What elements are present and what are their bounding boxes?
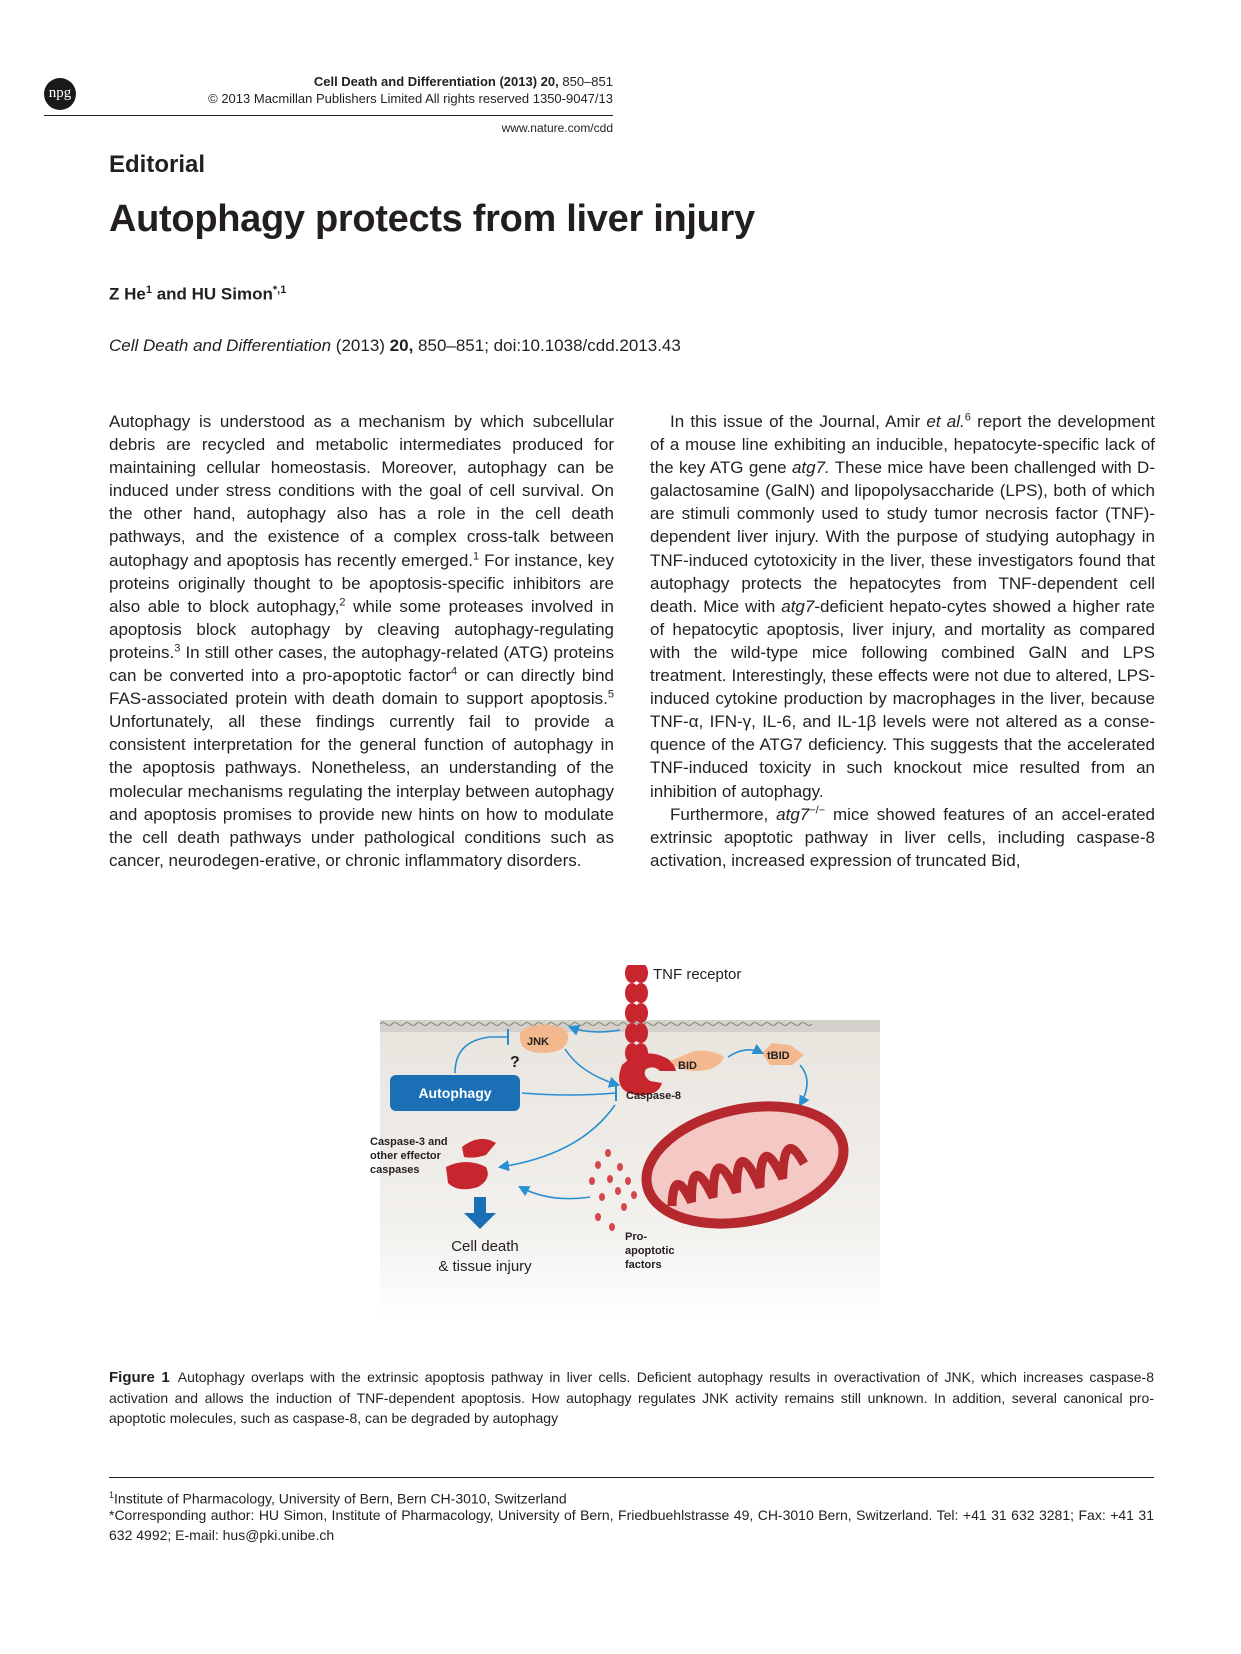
text-run: -deficient hepato-cytes showed a higher rate of hepatocytic apoptosis, liver injury, and mortality as compared with the wild-type mice following combined GalN and LPS treatment. Interestingly, these effects were not due to altered, LPS-induced cytokine production by macrophages in the liver, because TNF-α, IFN-γ, IL-6, and IL-1β levels were not altered as a conse-quence of the ATG7 deficiency. This suggests that the accelerated TNF-induced toxicity in such knockout mice resulted from an inhibition of autophagy.	[650, 596, 1156, 801]
caspase-8-label: Caspase-8	[626, 1090, 682, 1102]
caspase-3-label-line1: Caspase-3 and	[370, 1136, 448, 1148]
author-1-affiliation: 1	[145, 284, 152, 296]
copyright-line: © 2013 Macmillan Publishers Limited All rights reserved 1350-9047/13	[208, 91, 613, 106]
bid-label: BID	[678, 1060, 697, 1072]
text-run: For instance, key proteins originally thought to be apoptosis-specific inhibitors are also able to block autophagy,	[109, 550, 614, 616]
pro-apoptotic-label-line2: apoptotic	[625, 1245, 675, 1257]
npg-logo: npg	[44, 78, 76, 110]
gene-name: atg7	[781, 596, 815, 616]
citation-journal: Cell Death and Differentiation	[109, 336, 332, 355]
reference-4[interactable]: 4	[451, 665, 458, 678]
affiliation-marker: 1	[109, 1490, 115, 1500]
text-run: In this issue of the Journal, Amir	[670, 412, 927, 431]
paragraph	[650, 410, 1155, 803]
genotype-superscript: −/−	[809, 803, 826, 816]
reference-3[interactable]: 3	[174, 642, 181, 655]
author-1: Z He	[109, 284, 146, 304]
tnf-receptor-icon	[625, 965, 648, 1063]
pro-apoptotic-label-line1: Pro-	[625, 1231, 647, 1243]
header-rule	[44, 115, 613, 116]
text-run: report the development of a mouse line exhibiting an inducible, hepatocyte-specific lack of the key ATG gene	[650, 412, 1156, 478]
footnote-rule	[109, 1477, 1154, 1478]
tnf-receptor-label: TNF receptor	[653, 966, 742, 983]
reference-1[interactable]: 1	[473, 549, 480, 562]
author-2: and HU Simon	[151, 284, 273, 304]
gene-name: atg7	[776, 804, 810, 824]
figure-label: Figure 1	[109, 1369, 170, 1386]
paragraph	[650, 803, 1155, 872]
figure-1-diagram	[370, 965, 900, 1340]
text-run: Autophagy is understood as a mechanism by which subcellular debris are recycled and metabolic intermediates produced for maintaining cellular homeostasis. Moreover, autophagy can be induced under stress conditions with the goal of cell survival. On the other hand, autophagy also has a role in the cell death pathways, and the existence of a complex cross-talk between autophagy and apoptosis has recently emerged.	[109, 412, 614, 570]
reference-5[interactable]: 5	[607, 688, 614, 701]
caspase-3-label-line3: caspases	[370, 1164, 420, 1176]
citation-doi: 850–851; doi:10.1038/cdd.2013.43	[413, 336, 681, 355]
affiliation-text: Institute of Pharmacology, University of Bern, Bern CH-3010, Switzerland	[114, 1490, 567, 1507]
text-run: Unfortunately, all these findings currently fail to provide a consistent interpretation for the general function of autophagy in the apoptosis pathways. Nonetheless, an understanding of the molecular mechanisms regulating the interplay between autophagy and apoptosis promises to provide new hints on how to modulate the cell death pathways under pathological conditions such as cancer, neurodegen-erative, or chronic inflammatory disorders.	[109, 712, 614, 870]
text-run: et al.	[926, 412, 965, 431]
corresponding-footnote: *Corresponding author: HU Simon, Institute of Pharmacology, University of Bern, Friedbuehlstrasse 49, CH-3010 Bern, Switzerland. Tel: +41 31 632 3281; Fax: +41 31 632 4992; E-mail: hus@pki.unibe.ch	[109, 1507, 1154, 1543]
caspase-3-label-line2: other effector	[370, 1150, 441, 1162]
citation-volume: 20,	[389, 336, 414, 355]
autophagy-label: Autophagy	[418, 1085, 492, 1101]
tbid-label: tBID	[767, 1050, 790, 1062]
section-label: Editorial	[109, 151, 206, 178]
body-column-left	[109, 410, 614, 872]
journal-url[interactable]: www.nature.com/cdd	[501, 121, 613, 135]
jnk-label: JNK	[527, 1036, 550, 1048]
figure-caption	[109, 1367, 1154, 1428]
gene-name: atg7.	[791, 458, 830, 478]
question-mark: ?	[510, 1054, 520, 1071]
citation-year: (2013)	[331, 336, 390, 355]
cell-death-label-line2: & tissue injury	[438, 1258, 532, 1275]
journal-header	[314, 74, 613, 89]
citation-line	[109, 336, 681, 356]
journal-pages: 850–851	[562, 74, 613, 89]
text-run: These mice have been challenged with D-galactosamine (GalN) and lipopolysaccharide (LPS), both of which are stimuli commonly used to study tumor necrosis factor (TNF)-dependent liver injury. With the purpose of studying autophagy in TNF-induced cytotoxicity in the liver, these investigators found that autophagy protects the hepatocytes from TNF-dependent cell death. Mice with	[650, 458, 1155, 616]
paragraph	[109, 410, 614, 872]
reference-6[interactable]: 6	[964, 411, 971, 424]
body-column-right	[650, 410, 1155, 872]
reference-2[interactable]: 2	[339, 596, 346, 609]
text-run: mice showed features of an accel-erated extrinsic apoptotic pathway in liver cells, including caspase-8 activation, increased expression of truncated Bid,	[650, 804, 1155, 870]
author-2-affiliation: *,1	[272, 284, 287, 296]
text-run: Furthermore,	[670, 804, 777, 824]
cell-death-label-line1: Cell death	[451, 1238, 519, 1255]
text-run: or can directly bind FAS-associated protein with death domain to support apoptosis.	[109, 666, 614, 709]
author-line	[109, 284, 286, 305]
article-title: Autophagy protects from liver injury	[109, 198, 755, 240]
pro-apoptotic-label-line3: factors	[625, 1259, 662, 1271]
text-run: while some proteases involved in apoptosis block autophagy by cleaving autophagy-regulating proteins.	[109, 596, 614, 662]
journal-name: Cell Death and Differentiation (2013) 20,	[313, 74, 559, 89]
caption-text: Autophagy overlaps with the extrinsic apoptosis pathway in liver cells. Deficient autophagy results in overactivation of JNK, which increases caspase-8 activation and allows the induction of TNF-dependent apoptosis. How autophagy regulates JNK activity remains still unknown. In addition, several canonical pro-apoptotic molecules, such as caspase-8, can be degraded by autophagy	[109, 1369, 1154, 1426]
text-run: In still other cases, the autophagy-related (ATG) proteins can be converted into a pro-apoptotic factor	[109, 642, 614, 686]
